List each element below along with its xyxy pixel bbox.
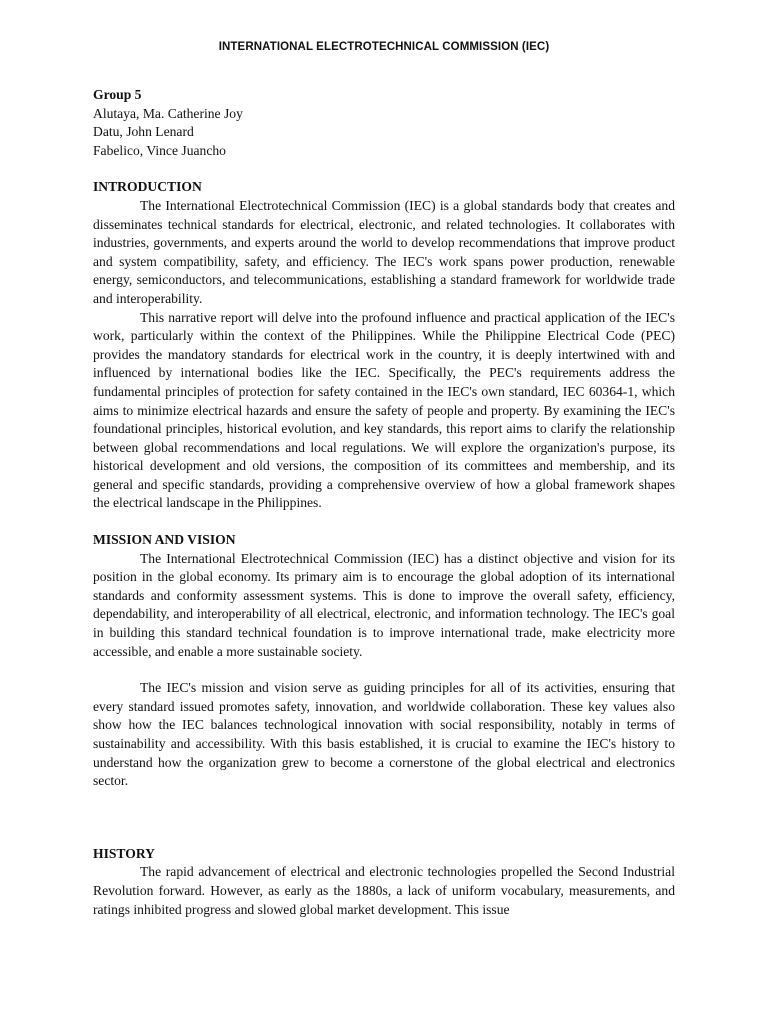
mission-vision-section bbox=[93, 531, 675, 791]
page-header: INTERNATIONAL ELECTROTECHNICAL COMMISSION (IEC) bbox=[218, 41, 550, 53]
group-title: Group 5 bbox=[93, 87, 142, 102]
group-block bbox=[93, 86, 675, 160]
group-member: Fabelico, Vince Juancho bbox=[93, 142, 226, 158]
paragraph: The rapid advancement of electrical and electronic technologies propelled the Second Industrial Revolution forward. However, as early as the 1880s, a lack of uniform vocabulary, measurements, and ratings inhibited progress and slowed global market development. This issue bbox=[93, 864, 675, 917]
document-body bbox=[93, 86, 675, 919]
spacer bbox=[93, 513, 675, 531]
spacer bbox=[93, 661, 675, 679]
spacer bbox=[93, 160, 675, 178]
section-heading-mission-vision: MISSION AND VISION bbox=[93, 532, 236, 548]
paragraph: The International Electrotechnical Commission (IEC) has a distinct objective and vision for its position in the global economy. Its primary aim is to encourage the global adoption of its international standards and conformity assessment systems. This is done to improve the overall safety, efficiency, dependability, and interoperability of all electrical, electronic, and information technology. The IEC's goal in building this standard technical foundation is to improve international trade, make electricity more accessible, and enable a more sustainable society. bbox=[93, 550, 675, 659]
history-section bbox=[93, 845, 675, 919]
section-heading-introduction: INTRODUCTION bbox=[93, 179, 202, 195]
group-member: Datu, John Lenard bbox=[93, 124, 194, 140]
group-member: Alutaya, Ma. Catherine Joy bbox=[93, 105, 243, 121]
spacer bbox=[93, 791, 675, 845]
paragraph: The IEC's mission and vision serve as guiding principles for all of its activities, ensuring that every standard issued promotes safety, innovation, and worldwide collaboration. These key values also show how the IEC balances technological innovation with social responsibility, notably in terms of sustainability and accessibility. With this basis established, it is crucial to examine the IEC's history to understand how the organization grew to become a cornerstone of the global electrical and electronics sector. bbox=[93, 680, 675, 789]
paragraph: This narrative report will delve into the profound influence and practical application of the IEC's work, particularly within the context of the Philippines. While the Philippine Electrical Code (PEC) provides the mandatory standards for electrical work in the country, it is deeply intertwined with and influenced by international bodies like the IEC. Specifically, the PEC's requirements address the fundamental principles of protection for safety contained in the IEC's own standard, IEC 60364-1, which aims to minimize electrical hazards and ensure the safety of people and property. By examining the IEC's foundational principles, historical evolution, and key standards, this report aims to clarify the relationship between global recommendations and local regulations. We will explore the organization's purpose, its historical development and old versions, the composition of its committees and membership, and its general and specific standards, providing a comprehensive overview of how a global framework shapes the electrical landscape in the Philippines. bbox=[93, 309, 675, 511]
paragraph: The International Electrotechnical Commission (IEC) is a global standards body that creates and disseminates technical standards for electrical, electronic, and related technologies. It collaborates with industries, governments, and experts around the world to develop recommendations that improve product and system compatibility, safety, and efficiency. The IEC's work spans power production, renewable energy, semiconductors, and telecommunications, establishing a standard framework for worldwide trade and interoperability. bbox=[93, 197, 675, 306]
section-heading-history: HISTORY bbox=[93, 845, 155, 861]
introduction-section bbox=[93, 178, 675, 513]
